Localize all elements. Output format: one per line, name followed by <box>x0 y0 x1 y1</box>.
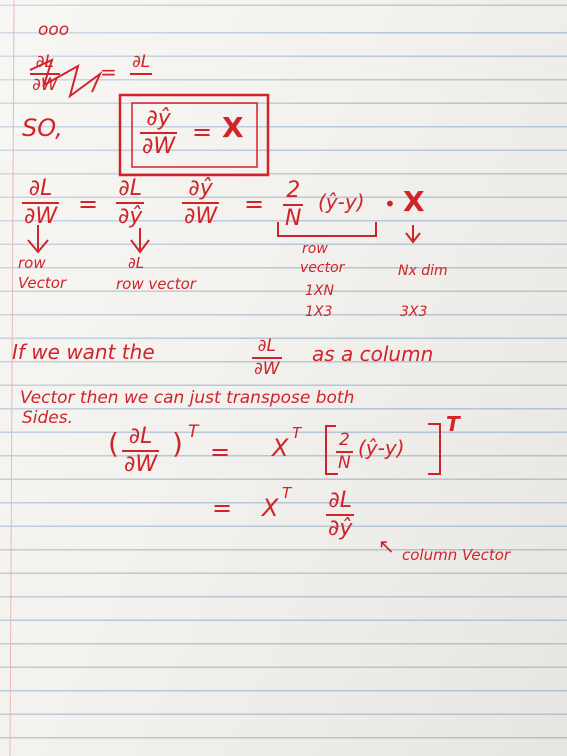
ellipsis: ooo <box>38 20 70 40</box>
chain-f2 <box>182 178 219 228</box>
x-label-3x3: 3X3 <box>400 304 428 320</box>
transpose-xt: X <box>272 434 289 462</box>
chain-f1 <box>116 178 144 228</box>
boxed-eq: = <box>192 118 213 146</box>
chain-paren: (ŷ-y) <box>318 190 365 214</box>
sentence-frac-den: ∂W <box>254 359 280 379</box>
transpose-sup: T <box>188 422 199 442</box>
transpose-coef-den: N <box>338 453 351 473</box>
transpose-paren: (ŷ-y) <box>358 436 405 460</box>
chain-lhs-num: ∂L <box>28 176 53 201</box>
chain-coef <box>283 180 303 230</box>
so-label: SO, <box>22 114 63 142</box>
transpose-fraction <box>122 426 159 476</box>
boxed-rhs: X <box>222 111 244 144</box>
chain-eq2: = <box>244 190 265 218</box>
margin-line <box>10 0 14 756</box>
mid-label-1xn: 1XN <box>305 283 334 299</box>
transpose-xt-sup: T <box>292 424 302 442</box>
chain-f2-den: ∂W <box>184 204 218 229</box>
chain-coef-num: 2 <box>286 178 301 203</box>
transpose-lparen: ( <box>108 427 119 460</box>
mid-label-vector: vector <box>300 260 345 276</box>
x-label-dim: Nx dim <box>398 263 448 279</box>
lhs-label-line1: row <box>18 254 46 272</box>
boxed-fraction <box>140 108 177 158</box>
final-label: column Vector <box>402 546 511 564</box>
crossed-num: ∂L <box>35 52 54 72</box>
crossed-eq: = <box>100 60 117 84</box>
chain-f2-num: ∂ŷ <box>188 176 213 201</box>
final-xt-sup: T <box>282 484 292 502</box>
final-num: ∂L <box>328 488 353 513</box>
chain-coef-den: N <box>285 206 302 231</box>
f1-label-top: ∂L <box>128 254 145 272</box>
final-fraction <box>326 490 354 540</box>
arrow-lhs <box>28 225 48 252</box>
final-den: ∂ŷ <box>328 516 353 541</box>
sentence-line3: Sides. <box>22 408 74 428</box>
chain-lhs-den: ∂W <box>24 204 58 229</box>
arrow-f1 <box>131 228 149 252</box>
sentence-fraction <box>252 338 282 378</box>
crossed-rhs-bar <box>130 73 152 75</box>
final-arrow-icon: ↖ <box>378 534 395 558</box>
boxed-num: ∂ŷ <box>146 106 171 131</box>
transpose-den: ∂W <box>124 452 158 477</box>
sentence-part2: as a column <box>312 342 434 366</box>
transpose-num: ∂L <box>128 424 153 449</box>
transpose-coef <box>336 432 353 472</box>
crossed-den: ∂W <box>32 75 58 95</box>
transpose-coef-num: 2 <box>338 430 350 450</box>
chain-f1-num: ∂L <box>118 176 143 201</box>
chain-dot: • <box>384 192 396 216</box>
chain-f1-den: ∂ŷ <box>118 204 143 229</box>
chain-x: X <box>403 185 425 218</box>
chain-lhs <box>22 178 59 228</box>
transpose-end-sup: T <box>446 412 460 436</box>
f1-label: row vector <box>116 275 196 293</box>
mid-label-row: row <box>302 241 328 257</box>
crossed-rhs <box>130 54 152 77</box>
sentence-part1: If we want the <box>12 340 155 364</box>
mid-label-1x3: 1X3 <box>305 304 333 320</box>
final-xt: X <box>262 494 279 522</box>
chain-eq1: = <box>78 190 99 218</box>
transpose-eq: = <box>210 438 231 466</box>
transpose-rparen: ) <box>172 427 183 460</box>
arrow-x <box>406 225 420 242</box>
sentence-frac-num: ∂L <box>257 336 276 356</box>
lhs-label-line2: Vector <box>18 274 67 292</box>
crossed-fraction <box>30 54 60 94</box>
boxed-den: ∂W <box>142 134 176 159</box>
sentence-line2: Vector then we can just transpose both <box>20 388 355 408</box>
bracket-right <box>428 424 440 474</box>
final-eq: = <box>212 494 233 522</box>
crossed-rhs-num: ∂L <box>132 52 151 72</box>
